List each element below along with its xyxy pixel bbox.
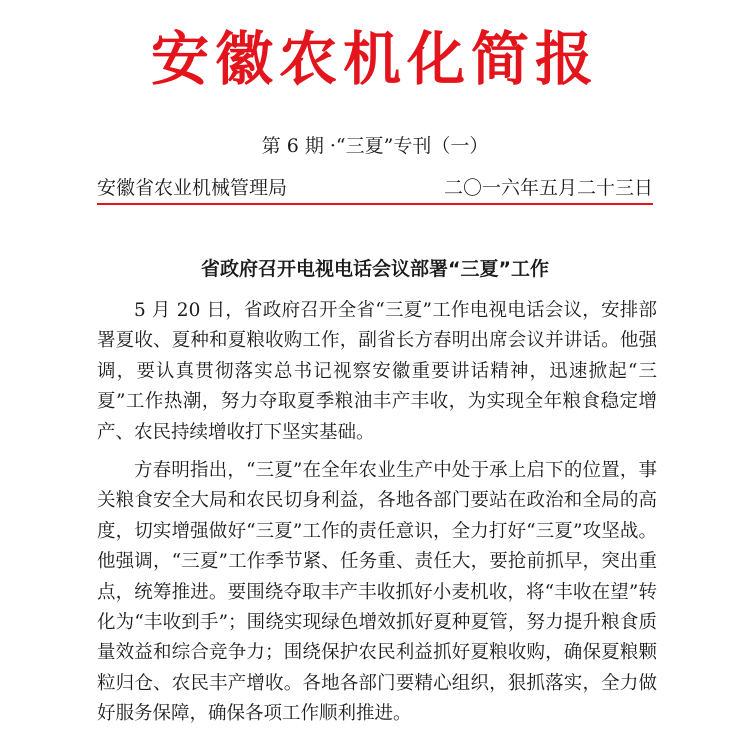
publisher-bar [97,174,653,202]
issue-line: 第 6 期 ·“三夏”专刊（一） [261,135,489,157]
article-paragraph: 5 月 20 日，省政府召开全省“三夏”工作电视电话会议，安排部署夏收、夏种和夏粮收购工作，副省长方春明出席会议并讲话。他强调，要认真贯彻落实总书记视察安徽重要讲话精神，迅速掀起“三夏”工作热潮，努力夺取夏季粮油丰产丰收，为实现全年粮食稳定增产、农民持续增收打下坚实基础。 [97,300,657,443]
publish-date: 二〇一六年五月二十三日 [443,177,653,199]
article-paragraph: 方春明指出，“三夏”在全年农业生产中处于承上启下的位置，事关粮食安全大局和农民切身利益，各地各部门要站在政治和全局的高度，切实增强做好“三夏”工作的责任意识，全力打好“三夏”攻坚战。他强调，“三夏”工作季节紧、任务重、责任大，要抢前抓早，突出重点，统筹推进。要围绕夺取丰产丰收抓好小麦机收，将“丰收在望”转化为“丰收到手”；围绕实现绿色增效抓好夏种夏管，努力提升粮食质量效益和综合竞争力；围绕保护农民利益抓好夏粮收购，确保夏粮颗粒归仓、农民丰产增收。各地各部门要精心组织，狠抓落实，全力做好服务保障，确保各项工作顺利推进。 [97,460,657,725]
red-divider-rule [97,203,653,205]
publisher-name: 安徽省农业机械管理局 [97,177,288,199]
article-body [97,296,657,738]
masthead-title: 安徽农机化简报 [150,25,599,93]
article-headline: 省政府召开电视电话会议部署“三夏”工作 [201,258,549,280]
